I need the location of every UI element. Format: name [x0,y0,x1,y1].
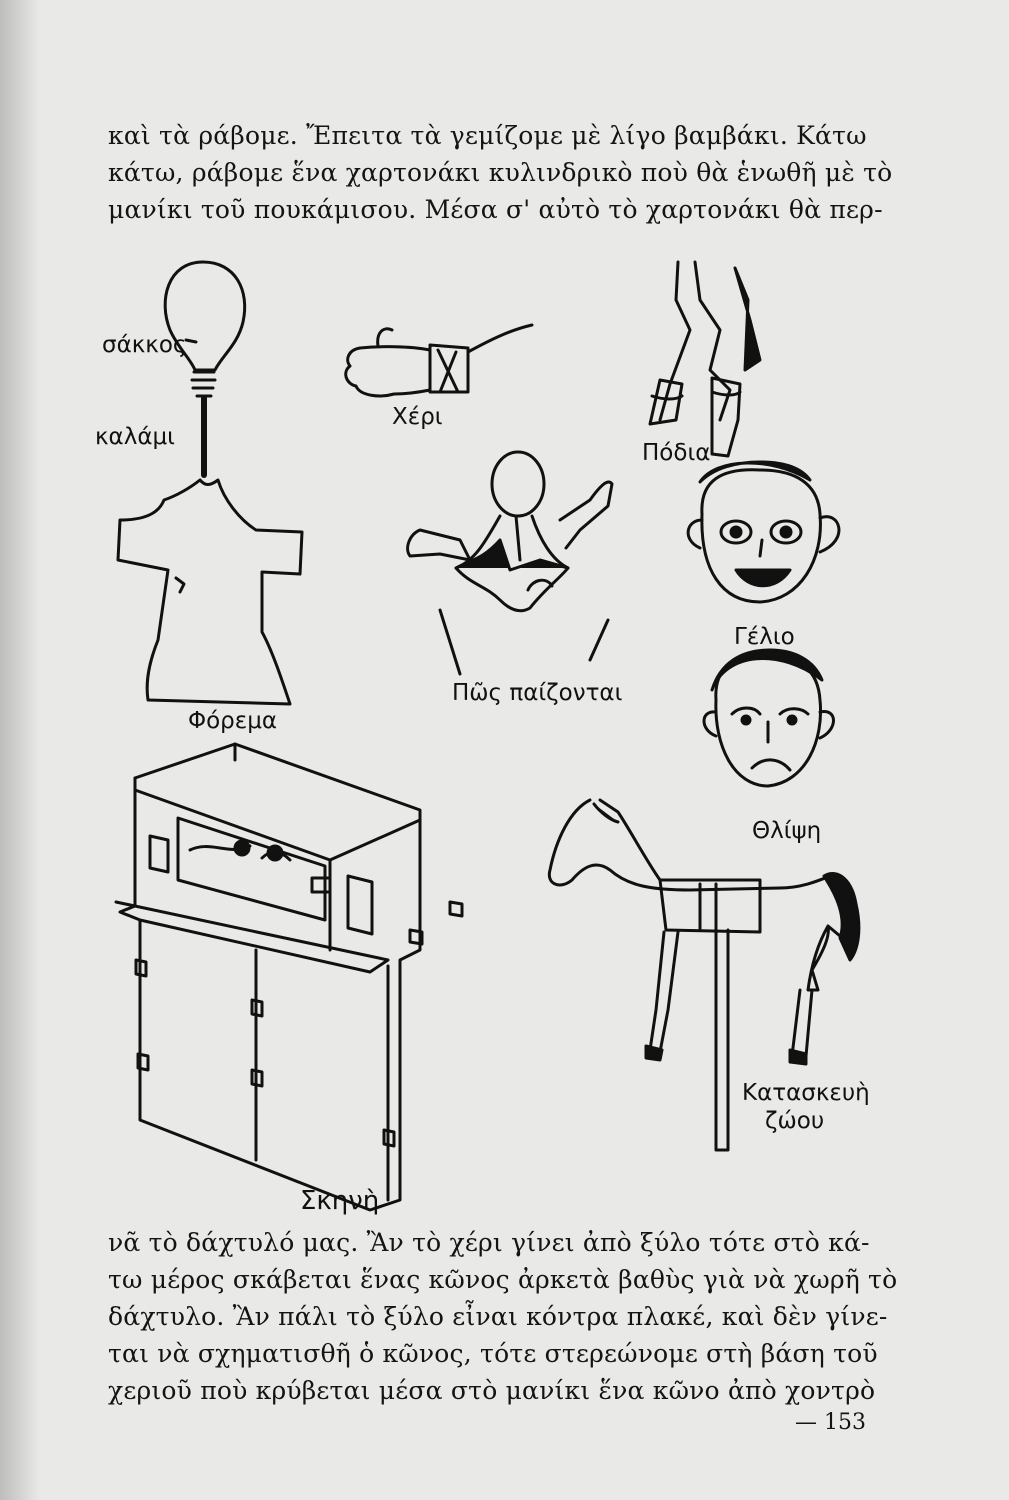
label-cheri: Χέρι [392,404,443,430]
text-line-8: χεριοῦ ποὺ κρύβεται μέσα στὸ μανίκι ἕνα κῶνο ἀπὸ χοντρὸ [108,1376,876,1405]
label-kalami: καλάμι [95,424,175,450]
sad-face-drawing [704,650,834,786]
hand-operation-drawing [408,452,612,674]
glove-hand-drawing [346,325,532,396]
text-line-4: νᾶ τὸ δάχτυλό μας. Ἂν τὸ χέρι γίνει ἀπὸ ξύλο τότε στὸ κά- [108,1228,870,1257]
label-sakkos: σάκκος [102,332,187,358]
label-zoou: ζώου [765,1108,825,1134]
label-podia: Πόδια [642,440,711,466]
label-thlipsi: Θλίψη [752,818,822,844]
text-line-6: δάχτυλο. Ἂν πάλι τὸ ξύλο εἶναι κόντρα πλακέ, καὶ δὲν γίνε- [108,1302,888,1331]
puppet-legs-drawing [650,262,760,456]
dress-drawing [118,480,302,704]
label-gelio: Γέλιο [734,624,795,650]
laughing-face-drawing [688,462,839,602]
label-kataskevi: Κατασκευὴ [742,1080,870,1106]
label-skini: Σκηνὴ [300,1186,380,1216]
text-line-1: καὶ τὰ ράβομε. Ἔπειτα τὰ γεμίζομε μὲ λίγο βαμβάκι. Κάτω [108,121,867,150]
text-line-7: ται νὰ σχηματισθῆ ὁ κῶνος, τότε στερεώνομε στὴ βάση τοῦ [108,1339,878,1368]
label-pos-paizontai: Πῶς παίζονται [452,680,623,706]
text-line-2: κάτω, ράβομε ἕνα χαρτονάκι κυλινδρικὸ ποὺ θὰ ἑνωθῆ μὲ τὸ [108,158,893,187]
sack-on-stick-drawing [165,262,245,475]
page-number: — 153 [795,1410,866,1435]
label-forema: Φόρεμα [188,708,278,734]
text-line-3: μανίκι τοῦ πουκάμισου. Μέσα σ' αὐτὸ τὸ χαρτονάκι θὰ περ- [108,195,883,224]
text-line-5: τω μέρος σκάβεται ἕνας κῶνος ἀρκετὰ βαθὺς γιὰ νὰ χωρῆ τὸ [108,1265,898,1294]
puppet-stage-drawing [116,744,462,1210]
